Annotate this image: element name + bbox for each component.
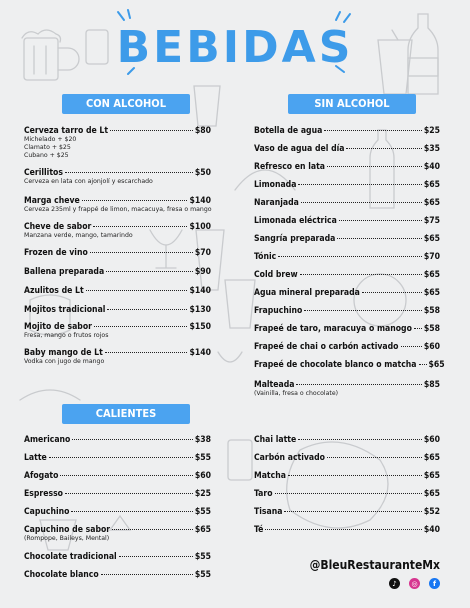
- menu-item-line: [24, 489, 211, 499]
- menu-item-line: [24, 322, 211, 332]
- item-description: Cerveza en lata con ajonjolí y escarchado: [24, 178, 153, 185]
- menu-item: [24, 168, 211, 186]
- instagram-icon[interactable]: ◎: [409, 578, 420, 589]
- dot-leader: [71, 511, 192, 512]
- item-name: Frozen de vino: [24, 248, 88, 258]
- menu-item-line: [24, 570, 211, 580]
- item-name: Capuchino: [24, 507, 70, 517]
- menu-item-line: [24, 525, 211, 535]
- menu-item: [254, 380, 440, 398]
- menu-item-line: [254, 360, 445, 370]
- menu-item: [24, 305, 211, 315]
- menu-item-line: [254, 234, 440, 244]
- social-handle: @BleuRestauranteMx: [309, 558, 440, 572]
- menu-item-line: [254, 342, 440, 352]
- item-name: Azulitos de Lt: [24, 286, 84, 296]
- item-name: Agua mineral preparada: [254, 288, 360, 298]
- item-name: Vaso de agua del día: [254, 144, 345, 154]
- dot-leader: [60, 475, 192, 476]
- dot-leader: [284, 511, 421, 512]
- item-name: Tónic: [254, 252, 277, 262]
- menu-item-line: [254, 252, 440, 262]
- menu-item-line: [254, 525, 440, 535]
- menu-item: [254, 180, 440, 190]
- dot-leader: [339, 220, 422, 221]
- dot-leader: [327, 166, 422, 167]
- item-price: $65: [423, 180, 440, 190]
- dot-leader: [327, 457, 422, 458]
- menu-item-line: [24, 552, 211, 562]
- menu-item-line: [254, 453, 440, 463]
- dot-leader: [346, 148, 421, 149]
- menu-item-line: [254, 380, 440, 390]
- menu-item-line: [254, 180, 440, 190]
- menu-item-line: [24, 248, 211, 258]
- item-name: Sangría preparada: [254, 234, 336, 244]
- item-price: $65: [423, 198, 440, 208]
- dot-leader: [414, 328, 422, 329]
- menu-item: [254, 270, 440, 280]
- menu-item: [254, 453, 440, 463]
- dot-leader: [86, 290, 188, 291]
- item-price: $40: [423, 162, 440, 172]
- item-description: Michelado + $20: [24, 136, 77, 143]
- item-description: Cerveza 235ml y frappé de limon, macacuya, fresa o mango: [24, 206, 212, 213]
- item-name: Capuchino de sabor: [24, 525, 111, 535]
- item-name: Cold brew: [254, 270, 298, 280]
- item-name: Cerveza tarro de Lt: [24, 126, 109, 136]
- menu-item-line: [254, 162, 440, 172]
- item-name: Chocolate blanco: [24, 570, 99, 580]
- dot-leader: [105, 352, 188, 353]
- menu-item-line: [254, 306, 440, 316]
- item-price: $85: [423, 380, 440, 390]
- dot-leader: [278, 256, 422, 257]
- menu-item-line: [24, 305, 211, 315]
- menu-item-line: [24, 471, 211, 481]
- item-name: Baby mango de Lt: [24, 348, 103, 358]
- menu-item-line: [24, 453, 211, 463]
- item-name: Americano: [24, 435, 71, 445]
- menu-item: [24, 435, 211, 445]
- menu-item-line: [24, 267, 211, 277]
- item-price: $65: [428, 360, 445, 370]
- item-name: Naranjada: [254, 198, 299, 208]
- menu-item: [254, 435, 440, 445]
- item-price: $65: [423, 270, 440, 280]
- dot-leader: [119, 556, 193, 557]
- item-price: $140: [189, 196, 211, 206]
- menu-item-line: [24, 435, 211, 445]
- item-description: Cubano + $25: [24, 152, 69, 159]
- item-description: (Rompope, Baileys, Mental): [24, 535, 110, 542]
- dot-leader: [72, 439, 192, 440]
- item-price: $65: [423, 471, 440, 481]
- facebook-icon[interactable]: f: [429, 578, 440, 589]
- menu-item-line: [24, 126, 211, 136]
- item-name: Cheve de sabor: [24, 222, 92, 232]
- menu-item-line: [254, 270, 440, 280]
- item-price: $25: [194, 489, 211, 499]
- menu-item: [24, 348, 211, 366]
- menu-item-line: [254, 324, 440, 334]
- dot-leader: [101, 574, 193, 575]
- item-price: $140: [189, 286, 211, 296]
- menu-item: [254, 252, 440, 262]
- menu-item-line: [254, 288, 440, 298]
- menu-item: [24, 525, 211, 543]
- menu-item: [254, 306, 440, 316]
- item-price: $90: [194, 267, 211, 277]
- menu-item: [24, 453, 211, 463]
- dot-leader: [300, 274, 422, 275]
- menu-item: [254, 324, 440, 334]
- dot-leader: [90, 252, 193, 253]
- item-price: $70: [194, 248, 211, 258]
- dot-leader: [112, 529, 193, 530]
- item-price: $52: [423, 507, 440, 517]
- menu-item-line: [254, 435, 440, 445]
- menu-item-line: [254, 489, 440, 499]
- menu-item: [24, 222, 211, 240]
- item-name: Refresco en lata: [254, 162, 326, 172]
- menu-item: [254, 507, 440, 517]
- item-price: $100: [189, 222, 211, 232]
- item-price: $65: [194, 525, 211, 535]
- item-price: $40: [423, 525, 440, 535]
- menu-item: [24, 267, 211, 277]
- dot-leader: [419, 364, 427, 365]
- item-price: $55: [194, 507, 211, 517]
- menu-item-line: [254, 471, 440, 481]
- item-name: Limonada: [254, 180, 297, 190]
- item-price: $65: [423, 489, 440, 499]
- item-name: Latte: [24, 453, 47, 463]
- dot-leader: [65, 493, 193, 494]
- menu-item: [254, 198, 440, 208]
- dot-leader: [275, 493, 422, 494]
- item-price: $55: [194, 453, 211, 463]
- dot-leader: [82, 200, 188, 201]
- dot-leader: [288, 475, 422, 476]
- item-name: Té: [254, 525, 264, 535]
- menu-item-line: [254, 126, 440, 136]
- item-name: Frapeé de chocolate blanco o matcha: [254, 360, 417, 370]
- item-price: $60: [423, 342, 440, 352]
- menu-item-line: [24, 507, 211, 517]
- menu-item: [254, 525, 440, 535]
- item-name: Botella de agua: [254, 126, 323, 136]
- item-price: $60: [423, 435, 440, 445]
- item-price: $55: [194, 552, 211, 562]
- dot-leader: [93, 226, 187, 227]
- item-name: Limonada eléctrica: [254, 216, 337, 226]
- menu-item: [24, 196, 211, 214]
- item-name: Mojito de sabor: [24, 322, 92, 332]
- item-price: $140: [189, 348, 211, 358]
- menu-item: [24, 471, 211, 481]
- menu-item: [254, 126, 440, 136]
- menu-item: [254, 360, 445, 370]
- section-heading-calientes: CALIENTES: [62, 404, 190, 424]
- item-name: Carbón activado: [254, 453, 325, 463]
- dot-leader: [337, 238, 422, 239]
- menu-item-line: [24, 348, 211, 358]
- item-price: $60: [194, 471, 211, 481]
- page-title: BEBIDAS: [116, 22, 354, 73]
- item-price: $65: [423, 234, 440, 244]
- dot-leader: [265, 529, 421, 530]
- menu-item-line: [254, 198, 440, 208]
- dot-leader: [107, 309, 187, 310]
- menu-item: [24, 489, 211, 499]
- item-price: $70: [423, 252, 440, 262]
- item-name: Frapuchino: [254, 306, 303, 316]
- item-price: $58: [423, 324, 441, 334]
- item-name: Afogato: [24, 471, 59, 481]
- item-name: Cerillitos: [24, 168, 63, 178]
- item-description: Clamato + $25: [24, 144, 71, 151]
- item-price: $150: [189, 322, 211, 332]
- item-name: Ballena preparada: [24, 267, 105, 277]
- item-description: Vodka con jugo de mango: [24, 358, 105, 365]
- menu-item: [24, 248, 211, 258]
- section-heading-sin-alcohol: SIN ALCOHOL: [288, 94, 416, 114]
- item-name: Tisana: [254, 507, 283, 517]
- dot-leader: [49, 457, 193, 458]
- item-name: Chocolate tradicional: [24, 552, 117, 562]
- menu-item: [24, 570, 211, 580]
- menu-item: [254, 288, 440, 298]
- menu-item: [254, 162, 440, 172]
- menu-item: [24, 126, 211, 160]
- item-name: Taro: [254, 489, 273, 499]
- menu-item: [24, 286, 211, 296]
- tiktok-icon[interactable]: ♪: [389, 578, 400, 589]
- menu-item: [24, 322, 211, 340]
- item-name: Malteada: [254, 380, 295, 390]
- item-name: Mojitos tradicional: [24, 305, 106, 315]
- menu-item: [254, 471, 440, 481]
- item-price: $55: [194, 570, 211, 580]
- menu-item-line: [24, 222, 211, 232]
- item-price: $75: [423, 216, 440, 226]
- dot-leader: [110, 130, 193, 131]
- item-name: Frapeé de taro, maracuya o manogo: [254, 324, 412, 334]
- item-description: (Vainilla, fresa o chocolate): [254, 390, 339, 397]
- dot-leader: [296, 384, 421, 385]
- item-name: Chai latte: [254, 435, 297, 445]
- dot-leader: [298, 184, 421, 185]
- item-price: $65: [423, 288, 440, 298]
- item-price: $50: [194, 168, 211, 178]
- menu-item-line: [24, 286, 211, 296]
- dot-leader: [94, 326, 188, 327]
- dot-leader: [324, 130, 422, 131]
- dot-leader: [298, 439, 422, 440]
- menu-item: [254, 342, 440, 352]
- menu-item: [24, 552, 211, 562]
- section-heading-con-alcohol: CON ALCOHOL: [62, 94, 190, 114]
- item-price: $38: [194, 435, 211, 445]
- item-price: $80: [194, 126, 211, 136]
- menu-item: [254, 234, 440, 244]
- dot-leader: [65, 172, 193, 173]
- dot-leader: [401, 346, 422, 347]
- menu-item-line: [254, 216, 440, 226]
- menu-item: [254, 144, 440, 154]
- menu-item-line: [254, 507, 440, 517]
- item-price: $35: [423, 144, 440, 154]
- menu-item: [254, 489, 440, 499]
- item-name: Espresso: [24, 489, 63, 499]
- menu-item: [254, 216, 440, 226]
- item-price: $130: [189, 305, 211, 315]
- item-name: Frapeé de chai o carbón activado: [254, 342, 399, 352]
- item-description: Manzana verde, mango, tamarindo: [24, 232, 133, 239]
- dot-leader: [106, 271, 193, 272]
- item-description: Fresa, mango o frutos rojos: [24, 332, 109, 339]
- menu-item: [24, 507, 211, 517]
- menu-item-line: [24, 196, 211, 206]
- menu-item-line: [24, 168, 211, 178]
- item-name: Matcha: [254, 471, 286, 481]
- item-price: $25: [423, 126, 440, 136]
- dot-leader: [301, 202, 422, 203]
- dot-leader: [362, 292, 422, 293]
- item-price: $58: [423, 306, 440, 316]
- dot-leader: [304, 310, 422, 311]
- item-name: Marga cheve: [24, 196, 80, 206]
- menu-item-line: [254, 144, 440, 154]
- item-price: $65: [423, 453, 440, 463]
